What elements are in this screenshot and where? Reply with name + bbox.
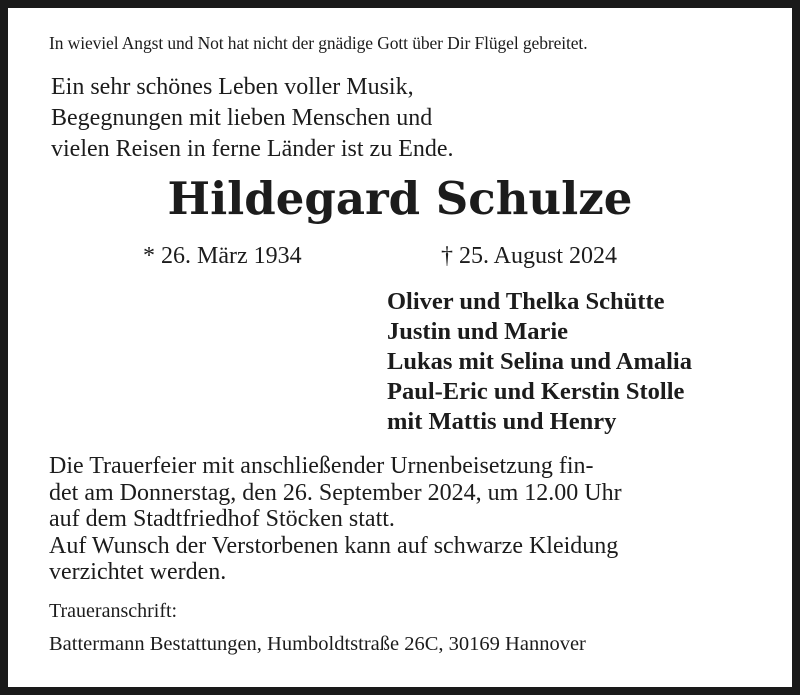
service-line: det am Donnerstag, den 26. September 2024, um 12.00 Uhr bbox=[49, 479, 622, 506]
mourner-line: Lukas mit Selina und Amalia bbox=[387, 348, 692, 375]
bible-verse: In wieviel Angst und Not hat nicht der gnädige Gott über Dir Flügel gebreitet. bbox=[49, 33, 588, 53]
service-line: Die Trauerfeier mit anschließender Urnenbeisetzung fin- bbox=[49, 453, 594, 479]
address-label: Traueranschrift: bbox=[49, 600, 178, 622]
mourners-list bbox=[387, 287, 692, 437]
birth-date: * 26. März 1934 bbox=[143, 243, 302, 269]
intro-line: vielen Reisen in ferne Länder ist zu Ende. bbox=[51, 136, 454, 162]
intro-text bbox=[51, 72, 454, 165]
service-line: auf dem Stadtfriedhof Stöcken statt. bbox=[49, 506, 395, 532]
funeral-service-info bbox=[49, 453, 622, 586]
mourner-line: Justin und Marie bbox=[387, 318, 569, 345]
deceased-name: Hildegard Schulze bbox=[167, 172, 633, 225]
mourner-line: Paul-Eric und Kerstin Stolle bbox=[387, 378, 685, 405]
mourner-line: mit Mattis und Henry bbox=[387, 408, 617, 435]
intro-line: Ein sehr schönes Leben voller Musik, bbox=[51, 74, 414, 100]
mourning-address: Battermann Bestattungen, Humboldtstraße 26C, 30169 Hannover bbox=[49, 633, 586, 655]
intro-line: Begegnungen mit lieben Menschen und bbox=[51, 105, 433, 131]
mourner-line: Oliver und Thelka Schütte bbox=[387, 288, 665, 315]
service-line: verzichtet werden. bbox=[49, 559, 227, 585]
service-line: Auf Wunsch der Verstorbenen kann auf schwarze Kleidung bbox=[49, 532, 619, 559]
death-date: † 25. August 2024 bbox=[441, 243, 618, 269]
